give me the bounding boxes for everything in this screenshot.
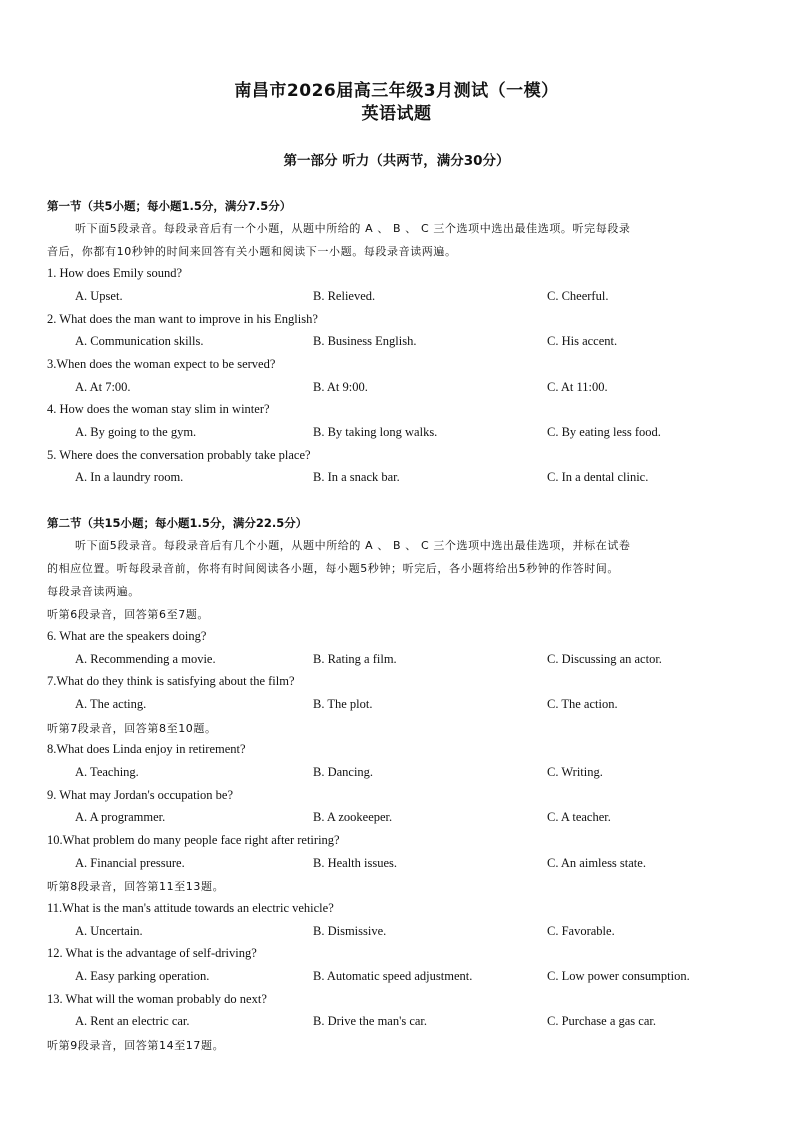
listening-note: 听第7段录音，回答第8至10题。 bbox=[47, 722, 217, 735]
section1-instructions bbox=[47, 217, 747, 263]
part1-heading: 第一部分 听力（共两节，满分30分） bbox=[283, 153, 510, 169]
q4-option-c: C. By eating less food. bbox=[547, 425, 661, 439]
exam-title: 南昌市2026届高三年级3月测试（一模） bbox=[234, 81, 559, 101]
q5-option-c: C. In a dental clinic. bbox=[547, 470, 649, 484]
q2-option-c: C. His accent. bbox=[547, 334, 618, 348]
section2-instr-line: 的相应位置。听每段录音前，你将有时间阅读各小题，每小题5秒钟；听完后，各小题将给出5秒钟的作答时间。 bbox=[47, 562, 619, 575]
question-8: 8.What does Linda enjoy in retirement? bbox=[47, 742, 246, 756]
question-12: 12. What is the advantage of self-driving? bbox=[47, 946, 257, 960]
q12-option-a: A. Easy parking operation. bbox=[75, 969, 210, 983]
q9-option-b: B. A zookeeper. bbox=[313, 810, 393, 824]
q4-option-a: A. By going to the gym. bbox=[75, 425, 197, 439]
q6-option-c: C. Discussing an actor. bbox=[547, 652, 662, 666]
q7-option-c: C. The action. bbox=[547, 697, 618, 711]
q2-option-a: A. Communication skills. bbox=[75, 334, 204, 348]
q8-option-a: A. Teaching. bbox=[75, 765, 139, 779]
q3-option-c: C. At 11:00. bbox=[547, 380, 608, 394]
section2-instr-line: 听下面5段录音。每段录音后有几个小题，从题中所给的 A 、 B 、 C 三个选项中选出最佳选项，并标在试卷 bbox=[75, 539, 631, 552]
question-9: 9. What may Jordan's occupation be? bbox=[47, 788, 233, 802]
q9-option-a: A. A programmer. bbox=[75, 810, 166, 824]
exam-subtitle: 英语试题 bbox=[361, 104, 432, 124]
question-13: 13. What will the woman probably do next? bbox=[47, 992, 267, 1006]
q13-option-a: A. Rent an electric car. bbox=[75, 1014, 190, 1028]
q11-option-b: B. Dismissive. bbox=[313, 924, 387, 938]
section2-instr-line: 每段录音读两遍。 bbox=[47, 585, 140, 598]
q10-option-c: C. An aimless state. bbox=[547, 856, 646, 870]
question-6: 6. What are the speakers doing? bbox=[47, 629, 207, 643]
q8-option-c: C. Writing. bbox=[547, 765, 603, 779]
q1-option-c: C. Cheerful. bbox=[547, 289, 609, 303]
question-2: 2. What does the man want to improve in his English? bbox=[47, 312, 318, 326]
q3-option-b: B. At 9:00. bbox=[313, 380, 368, 394]
section1-instr-line: 音后，你都有10秒钟的时间来回答有关小题和阅读下一小题。每段录音读两遍。 bbox=[47, 245, 457, 258]
q9-option-c: C. A teacher. bbox=[547, 810, 611, 824]
section2-instructions bbox=[47, 534, 747, 603]
q5-option-b: B. In a snack bar. bbox=[313, 470, 400, 484]
q11-option-c: C. Favorable. bbox=[547, 924, 615, 938]
listening-note: 听第9段录音，回答第14至17题。 bbox=[47, 1039, 225, 1052]
q12-option-c: C. Low power consumption. bbox=[547, 969, 690, 983]
q4-option-b: B. By taking long walks. bbox=[313, 425, 438, 439]
q10-option-a: A. Financial pressure. bbox=[75, 856, 185, 870]
q11-option-a: A. Uncertain. bbox=[75, 924, 143, 938]
question-11: 11.What is the man's attitude towards an electric vehicle? bbox=[47, 901, 334, 915]
section2-heading: 第二节（共15小题；每小题1.5分，满分22.5分） bbox=[47, 516, 308, 530]
q13-option-b: B. Drive the man's car. bbox=[313, 1014, 428, 1028]
question-7: 7.What do they think is satisfying about the film? bbox=[47, 674, 295, 688]
section1-instr-line: 听下面5段录音。每段录音后有一个小题，从题中所给的 A 、 B 、 C 三个选项中选出最佳选项。听完每段录 bbox=[75, 222, 631, 235]
q1-option-b: B. Relieved. bbox=[313, 289, 376, 303]
q13-option-c: C. Purchase a gas car. bbox=[547, 1014, 656, 1028]
q6-option-b: B. Rating a film. bbox=[313, 652, 397, 666]
q7-option-a: A. The acting. bbox=[75, 697, 147, 711]
question-4: 4. How does the woman stay slim in winter? bbox=[47, 402, 270, 416]
q12-option-b: B. Automatic speed adjustment. bbox=[313, 969, 473, 983]
question-10: 10.What problem do many people face right after retiring? bbox=[47, 833, 340, 847]
q8-option-b: B. Dancing. bbox=[313, 765, 374, 779]
q6-option-a: A. Recommending a movie. bbox=[75, 652, 216, 666]
q2-option-b: B. Business English. bbox=[313, 334, 417, 348]
question-1: 1. How does Emily sound? bbox=[47, 266, 183, 280]
q7-option-b: B. The plot. bbox=[313, 697, 373, 711]
listening-note: 听第6段录音，回答第6至7题。 bbox=[47, 608, 209, 621]
q1-option-a: A. Upset. bbox=[75, 289, 123, 303]
listening-note: 听第8段录音，回答第11至13题。 bbox=[47, 880, 225, 893]
question-5: 5. Where does the conversation probably take place? bbox=[47, 448, 311, 462]
q5-option-a: A. In a laundry room. bbox=[75, 470, 184, 484]
section1-heading: 第一节（共5小题；每小题1.5分，满分7.5分） bbox=[47, 199, 292, 213]
question-3: 3.When does the woman expect to be served? bbox=[47, 357, 276, 371]
q10-option-b: B. Health issues. bbox=[313, 856, 398, 870]
q3-option-a: A. At 7:00. bbox=[75, 380, 131, 394]
